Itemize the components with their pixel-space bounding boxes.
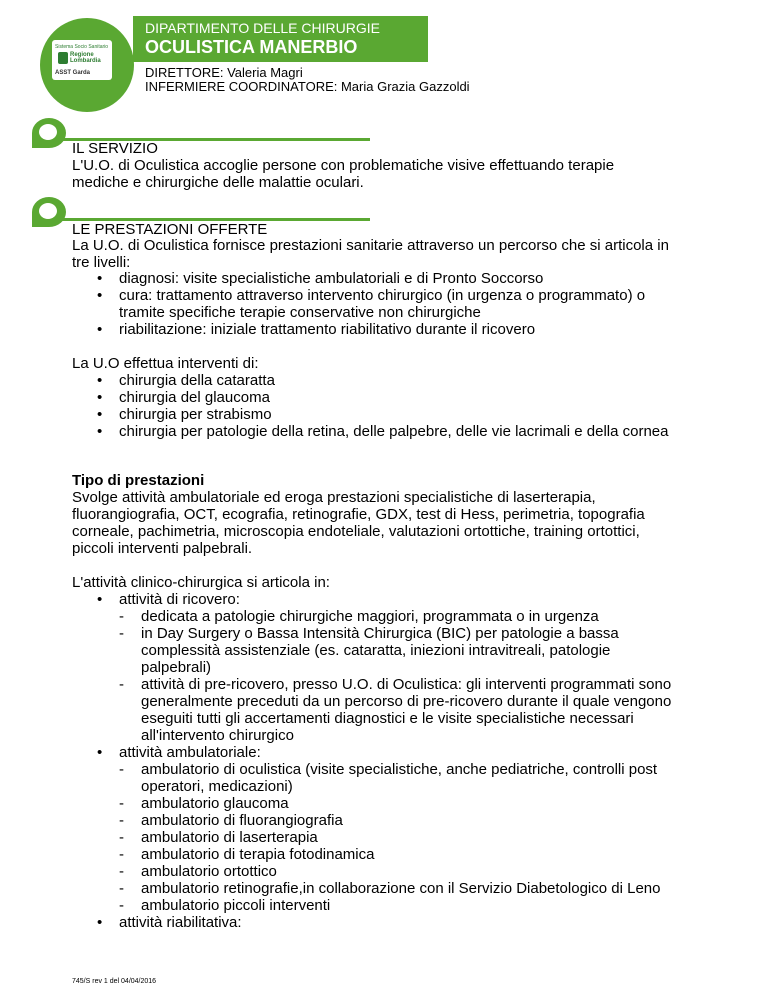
dash: - (119, 863, 124, 880)
dash: - (119, 676, 124, 693)
ambulatoriale-item: ambulatorio di laserterapia (141, 829, 318, 846)
riabilitativa-label: attività riabilitativa: (119, 914, 242, 931)
bullet: • (97, 321, 103, 338)
department-name: DIPARTIMENTO DELLE CHIRURGIE (145, 20, 380, 36)
bullet: • (97, 372, 103, 389)
bullet: • (97, 270, 103, 287)
dash: - (119, 812, 124, 829)
unit-title: OCULISTICA MANERBIO (145, 37, 358, 57)
prestazioni-intro: tre livelli: (72, 254, 131, 271)
tipo-line: corneale, pachimetria, microscopia endoteliale, valutazioni ortottiche, training ortottici, (72, 523, 640, 540)
attivita-intro: L'attività clinico-chirurgica si articola in: (72, 574, 330, 591)
ricovero-item: in Day Surgery o Bassa Intensità Chirurgica (BIC) per patologie a bassa (141, 625, 619, 642)
dash: - (119, 625, 124, 642)
dash: - (119, 829, 124, 846)
tipo-line: piccoli interventi palpebrali. (72, 540, 253, 557)
ambulatoriale-item: ambulatorio piccoli interventi (141, 897, 331, 914)
ambulatoriale-item: ambulatorio glaucoma (141, 795, 289, 812)
tipo-heading: Tipo di prestazioni (72, 472, 205, 489)
tipo-line: Svolge attività ambulatoriale ed eroga prestazioni specialistiche di laserterapia, (72, 489, 596, 506)
dash: - (119, 761, 124, 778)
ambulatoriale-item: ambulatorio di oculistica (visite specialistiche, anche pediatriche, controlli post (141, 761, 658, 778)
bullet: • (97, 389, 103, 406)
ambulatoriale-label: attività ambulatoriale: (119, 744, 261, 761)
ambulatoriale-item: ambulatorio di fluorangiografia (141, 812, 343, 829)
dash: - (119, 608, 124, 625)
logo-text-region: Regione Lombardia (70, 52, 101, 64)
servizio-line: mediche e chirurgiche delle malattie oculari. (72, 174, 364, 191)
ricovero-item-cont: complessità assistenziale (es. cataratta, iniezioni intravitreali, patologie (141, 642, 611, 659)
ambulatoriale-item: ambulatorio retinografie,in collaborazione con il Servizio Diabetologico di Leno (141, 880, 661, 897)
ricovero-item-cont: all'intervento chirurgico (141, 727, 294, 744)
logo-card (52, 40, 112, 80)
interventions-intro: La U.O effettua interventi di: (72, 355, 259, 372)
document-code: 745/S rev 1 del 04/04/2016 (72, 978, 157, 985)
ricovero-item-cont: generalmente preceduti da un percorso di pre-ricovero durante il quale vengono (141, 693, 672, 710)
bullet: • (97, 914, 103, 931)
level-item: cura: trattamento attraverso intervento chirurgico (in urgenza o programmato) o (119, 287, 646, 304)
bullet: • (97, 406, 103, 423)
ricovero-item: dedicata a patologie chirurgiche maggiori, programmata o in urgenza (141, 608, 599, 625)
director: DIRETTORE: Valeria Magri (145, 65, 303, 80)
ricovero-label: attività di ricovero: (119, 591, 240, 608)
intervention-item: chirurgia per strabismo (119, 406, 272, 423)
logo-text-asst: ASST Garda (55, 70, 91, 76)
ambulatoriale-item-cont: operatori, medicazioni) (141, 778, 293, 795)
ambulatoriale-item: ambulatorio ortottico (141, 863, 277, 880)
level-item: riabilitazione: iniziale trattamento riabilitativo durante il ricovero (119, 321, 536, 338)
level-item-cont: tramite specifiche terapie conservative non chirurgiche (119, 304, 481, 321)
intervention-item: chirurgia della cataratta (119, 372, 275, 389)
tipo-line: fluorangiografia, OCT, ecografia, retinografie, GDX, test di Hess, perimetria, topografia (72, 506, 645, 523)
dash: - (119, 795, 124, 812)
ambulatoriale-item: ambulatorio di terapia fotodinamica (141, 846, 375, 863)
bullet: • (97, 591, 103, 608)
bullet: • (97, 744, 103, 761)
intervention-item: chirurgia del glaucoma (119, 389, 270, 406)
bullet: • (97, 287, 103, 304)
bullet: • (97, 423, 103, 440)
lombardia-rose-icon (58, 52, 68, 64)
staff-block (145, 66, 470, 94)
dash: - (119, 846, 124, 863)
nurse-coordinator: INFERMIERE COORDINATORE: Maria Grazia Gazzoldi (145, 79, 470, 94)
servizio-line: L'U.O. di Oculistica accoglie persone con problematiche visive effettuando terapie (72, 157, 615, 174)
dash: - (119, 897, 124, 914)
ricovero-item-cont: palpebrali) (141, 659, 212, 676)
ricovero-item: attività di pre-ricovero, presso U.O. di Oculistica: gli interventi programmati sono (141, 676, 672, 693)
intervention-item: chirurgia per patologie della retina, delle palpebre, delle vie lacrimali e della cornea (119, 423, 669, 440)
section-heading-prestazioni: LE PRESTAZIONI OFFERTE (72, 221, 268, 238)
section-heading-servizio: IL SERVIZIO (72, 140, 158, 157)
prestazioni-intro: La U.O. di Oculistica fornisce prestazioni sanitarie attraverso un percorso che si articola in (72, 237, 669, 254)
dash: - (119, 880, 124, 897)
logo-text-system: Sistema Socio Sanitario (55, 44, 109, 50)
level-item: diagnosi: visite specialistiche ambulatoriali e di Pronto Soccorso (119, 270, 544, 287)
section-marker-icon (32, 118, 66, 148)
ricovero-item-cont: eseguiti tutti gli accertamenti diagnostici e le visite specialistiche necessari (141, 710, 634, 727)
section-marker-icon (32, 197, 66, 227)
